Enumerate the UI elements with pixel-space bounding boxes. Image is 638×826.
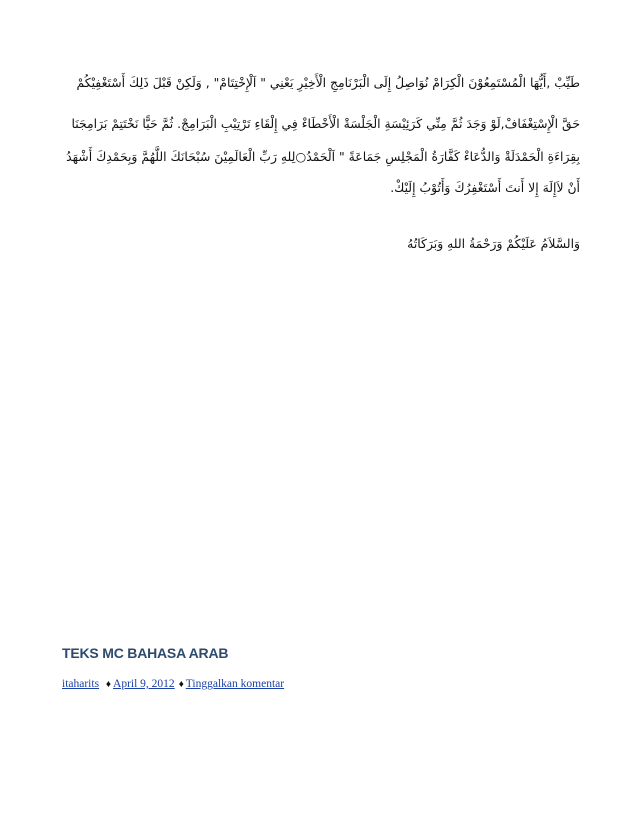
arabic-text-block [60,68,580,259]
post-meta [62,678,284,690]
arabic-line-2: حَقَّ الْإِسْتِغْفَافْ,لَوْ وَجَدَ ثُمَّ مِنِّي كَرَئِيْسَةِ الْجَلْسَةْ الْأَخْطَاءْ فِي إِلْقَاءِ تَرْتِيْبِ الْبَرَامِجْ. ثُمَّ حَيًّا نَخْتَتِمْ بَرَامِجَنَا [71,116,580,131]
date-link[interactable]: April 9, 2012 [113,678,175,690]
separator-diamond-icon: ♦ [178,679,184,690]
post-title-link[interactable]: TEKS MC BAHASA ARAB [62,645,229,661]
arabic-line-4: أَنْ لاَإِلَهَ إِلا أَنتَ أَسْتَغْفِرُكَ وَأَتُوْبُ إِلَيْكْ. [390,180,580,195]
leave-comment-link[interactable]: Tinggalkan komentar [185,678,285,690]
arabic-line-5: وَالسَّلاَمُ عَلَيْكُمْ وَرَحْمَةُ اللهِ وَبَرَكَاتُهُ [407,236,580,251]
author-link[interactable]: itaharits [62,678,100,690]
separator-diamond-icon: ♦ [105,679,112,690]
arabic-line-1: طَيِّبْ ,أَيُّهَا الْمُسْتَمِعُوْنَ الْكِرَامْ نُوَاصِلُ إِلَى الْبَرْنَامِجِ الْأَخِيْرِ يَعْنِي " اَلْإِخْتِتَامْ" , وَلَكِنْ قَبْلَ ذَلِكَ أَسْتَغْفِيْكُمْ [76,75,580,90]
arabic-line-3: بِقِرَاءَةِ الْحَمْدَلَةْ وَالدُّعَاءْ كَفَّارَةُ الْمَجْلِسِ جَمَاعَةً " اَلْحَمْدُ○لِلهِ رَبِّ الْعَالَمِيْنَ سُبْحَانَكَ اللَّهُمَّ وَبِحَمْدِكَ أَشْهَدُ [66,149,580,164]
post-title [62,645,228,661]
